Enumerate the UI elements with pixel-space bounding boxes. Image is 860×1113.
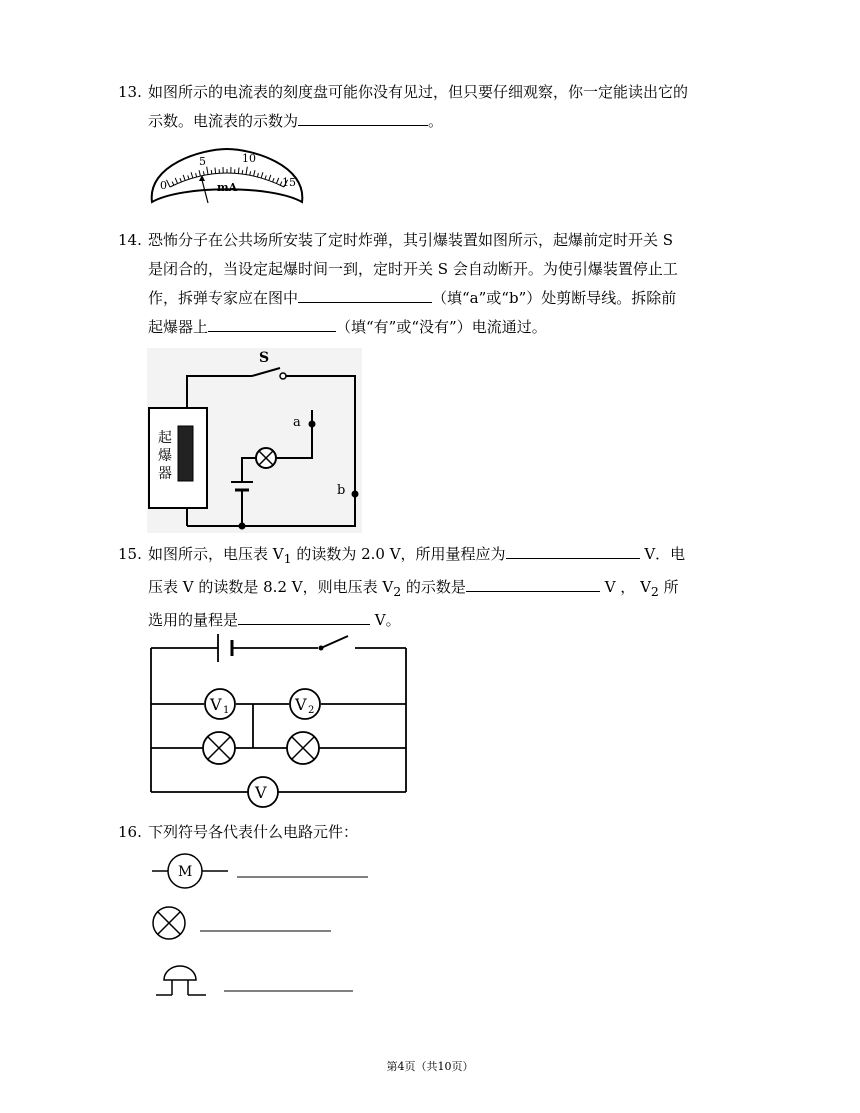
- question-number: 15.: [118, 545, 142, 563]
- answer-blank[interactable]: [466, 575, 600, 592]
- motor-label: M: [178, 864, 193, 880]
- switch-symbol: [321, 636, 348, 648]
- dial-label-10: 10: [242, 152, 256, 165]
- question-text: 选用的量程是: [148, 611, 239, 629]
- point-b-label: b: [337, 483, 346, 498]
- answer-blank[interactable]: [506, 542, 640, 559]
- subscript: 1: [283, 551, 292, 566]
- question-15: [118, 540, 768, 635]
- voltmeter-circuit-figure: [148, 628, 410, 810]
- point-b[interactable]: [352, 491, 359, 498]
- question-text: 是闭合的，当设定起爆时间一到，定时开关 S 会自动断开。为使引爆装置停止工: [148, 260, 678, 278]
- question-text: 如图所示的电流表的刻度盘可能你没有见过，但只要仔细观察，你一定能读出它的: [148, 83, 689, 101]
- motor-symbol: [150, 852, 375, 892]
- dial-unit: mA: [217, 181, 238, 194]
- question-13: [118, 78, 768, 136]
- point-a[interactable]: [309, 421, 316, 428]
- question-text: （填“a”或“b”）处剪断导线。拆除前: [432, 289, 677, 307]
- question-text: （填“有”或“没有”）电流通过。: [336, 318, 547, 336]
- point-a-label: a: [293, 415, 301, 430]
- question-text: 下列符号各代表什么电路元件：: [148, 823, 359, 841]
- dial-label-5: 5: [199, 155, 206, 168]
- question-text: 如图所示，电压表 V: [148, 545, 284, 563]
- question-text: 的读数为 2.0 V，所用量程应为: [291, 545, 506, 563]
- question-text: V．电: [639, 545, 686, 563]
- detonator-char: 起: [158, 430, 172, 446]
- bell-symbol: [154, 962, 359, 1000]
- question-text: 作，拆弹专家应在图中: [148, 289, 299, 307]
- question-text: 所: [658, 578, 679, 596]
- question-number: 14.: [118, 231, 142, 249]
- question-text: 压表 V 的读数是 8.2 V，则电压表 V: [148, 578, 394, 596]
- dial-tick: [242, 170, 243, 174]
- milliammeter-dial-figure: [142, 145, 312, 207]
- question-text: V ， V: [599, 578, 651, 596]
- answer-blank[interactable]: [208, 315, 336, 332]
- dial-label-0: 0: [160, 179, 167, 192]
- question-16: [118, 818, 768, 847]
- detonator-circuit-figure: [147, 348, 362, 533]
- dial-tick: [211, 170, 212, 174]
- question-text: 起爆器上: [148, 318, 209, 336]
- question-text: 。: [428, 112, 444, 130]
- answer-blank[interactable]: [238, 608, 370, 625]
- detonator-char: 爆: [158, 448, 172, 464]
- question-number: 16.: [118, 823, 142, 841]
- subscript: 2: [393, 584, 402, 599]
- question-text: 示数。电流表的示数为: [148, 112, 299, 130]
- question-number: 13.: [118, 83, 142, 101]
- subscript: 2: [650, 584, 659, 599]
- dial-tick: [238, 168, 239, 174]
- answer-blank[interactable]: [298, 109, 428, 126]
- question-text: 的示数是: [401, 578, 466, 596]
- answer-blank[interactable]: [298, 286, 432, 303]
- page-footer: 第4页（共10页）: [386, 1060, 474, 1073]
- dial-label-15: 15: [282, 176, 296, 189]
- detonator-char: 器: [158, 466, 172, 482]
- switch-label: S: [259, 350, 270, 366]
- v1-sub: 1: [223, 705, 230, 716]
- question-text: V。: [370, 611, 401, 629]
- lamp-1: [203, 732, 235, 764]
- question-14: [118, 226, 768, 342]
- lamp-symbol: [150, 904, 335, 944]
- dial-tick: [215, 168, 216, 174]
- v-label: V: [255, 783, 267, 802]
- v1-label: V: [210, 695, 222, 714]
- v2-label: V: [295, 695, 307, 714]
- v2-sub: 2: [308, 705, 315, 716]
- lamp-2: [287, 732, 319, 764]
- question-text: 恐怖分子在公共场所安装了定时炸弹，其引爆装置如图所示，起爆前定时开关 S: [148, 231, 674, 249]
